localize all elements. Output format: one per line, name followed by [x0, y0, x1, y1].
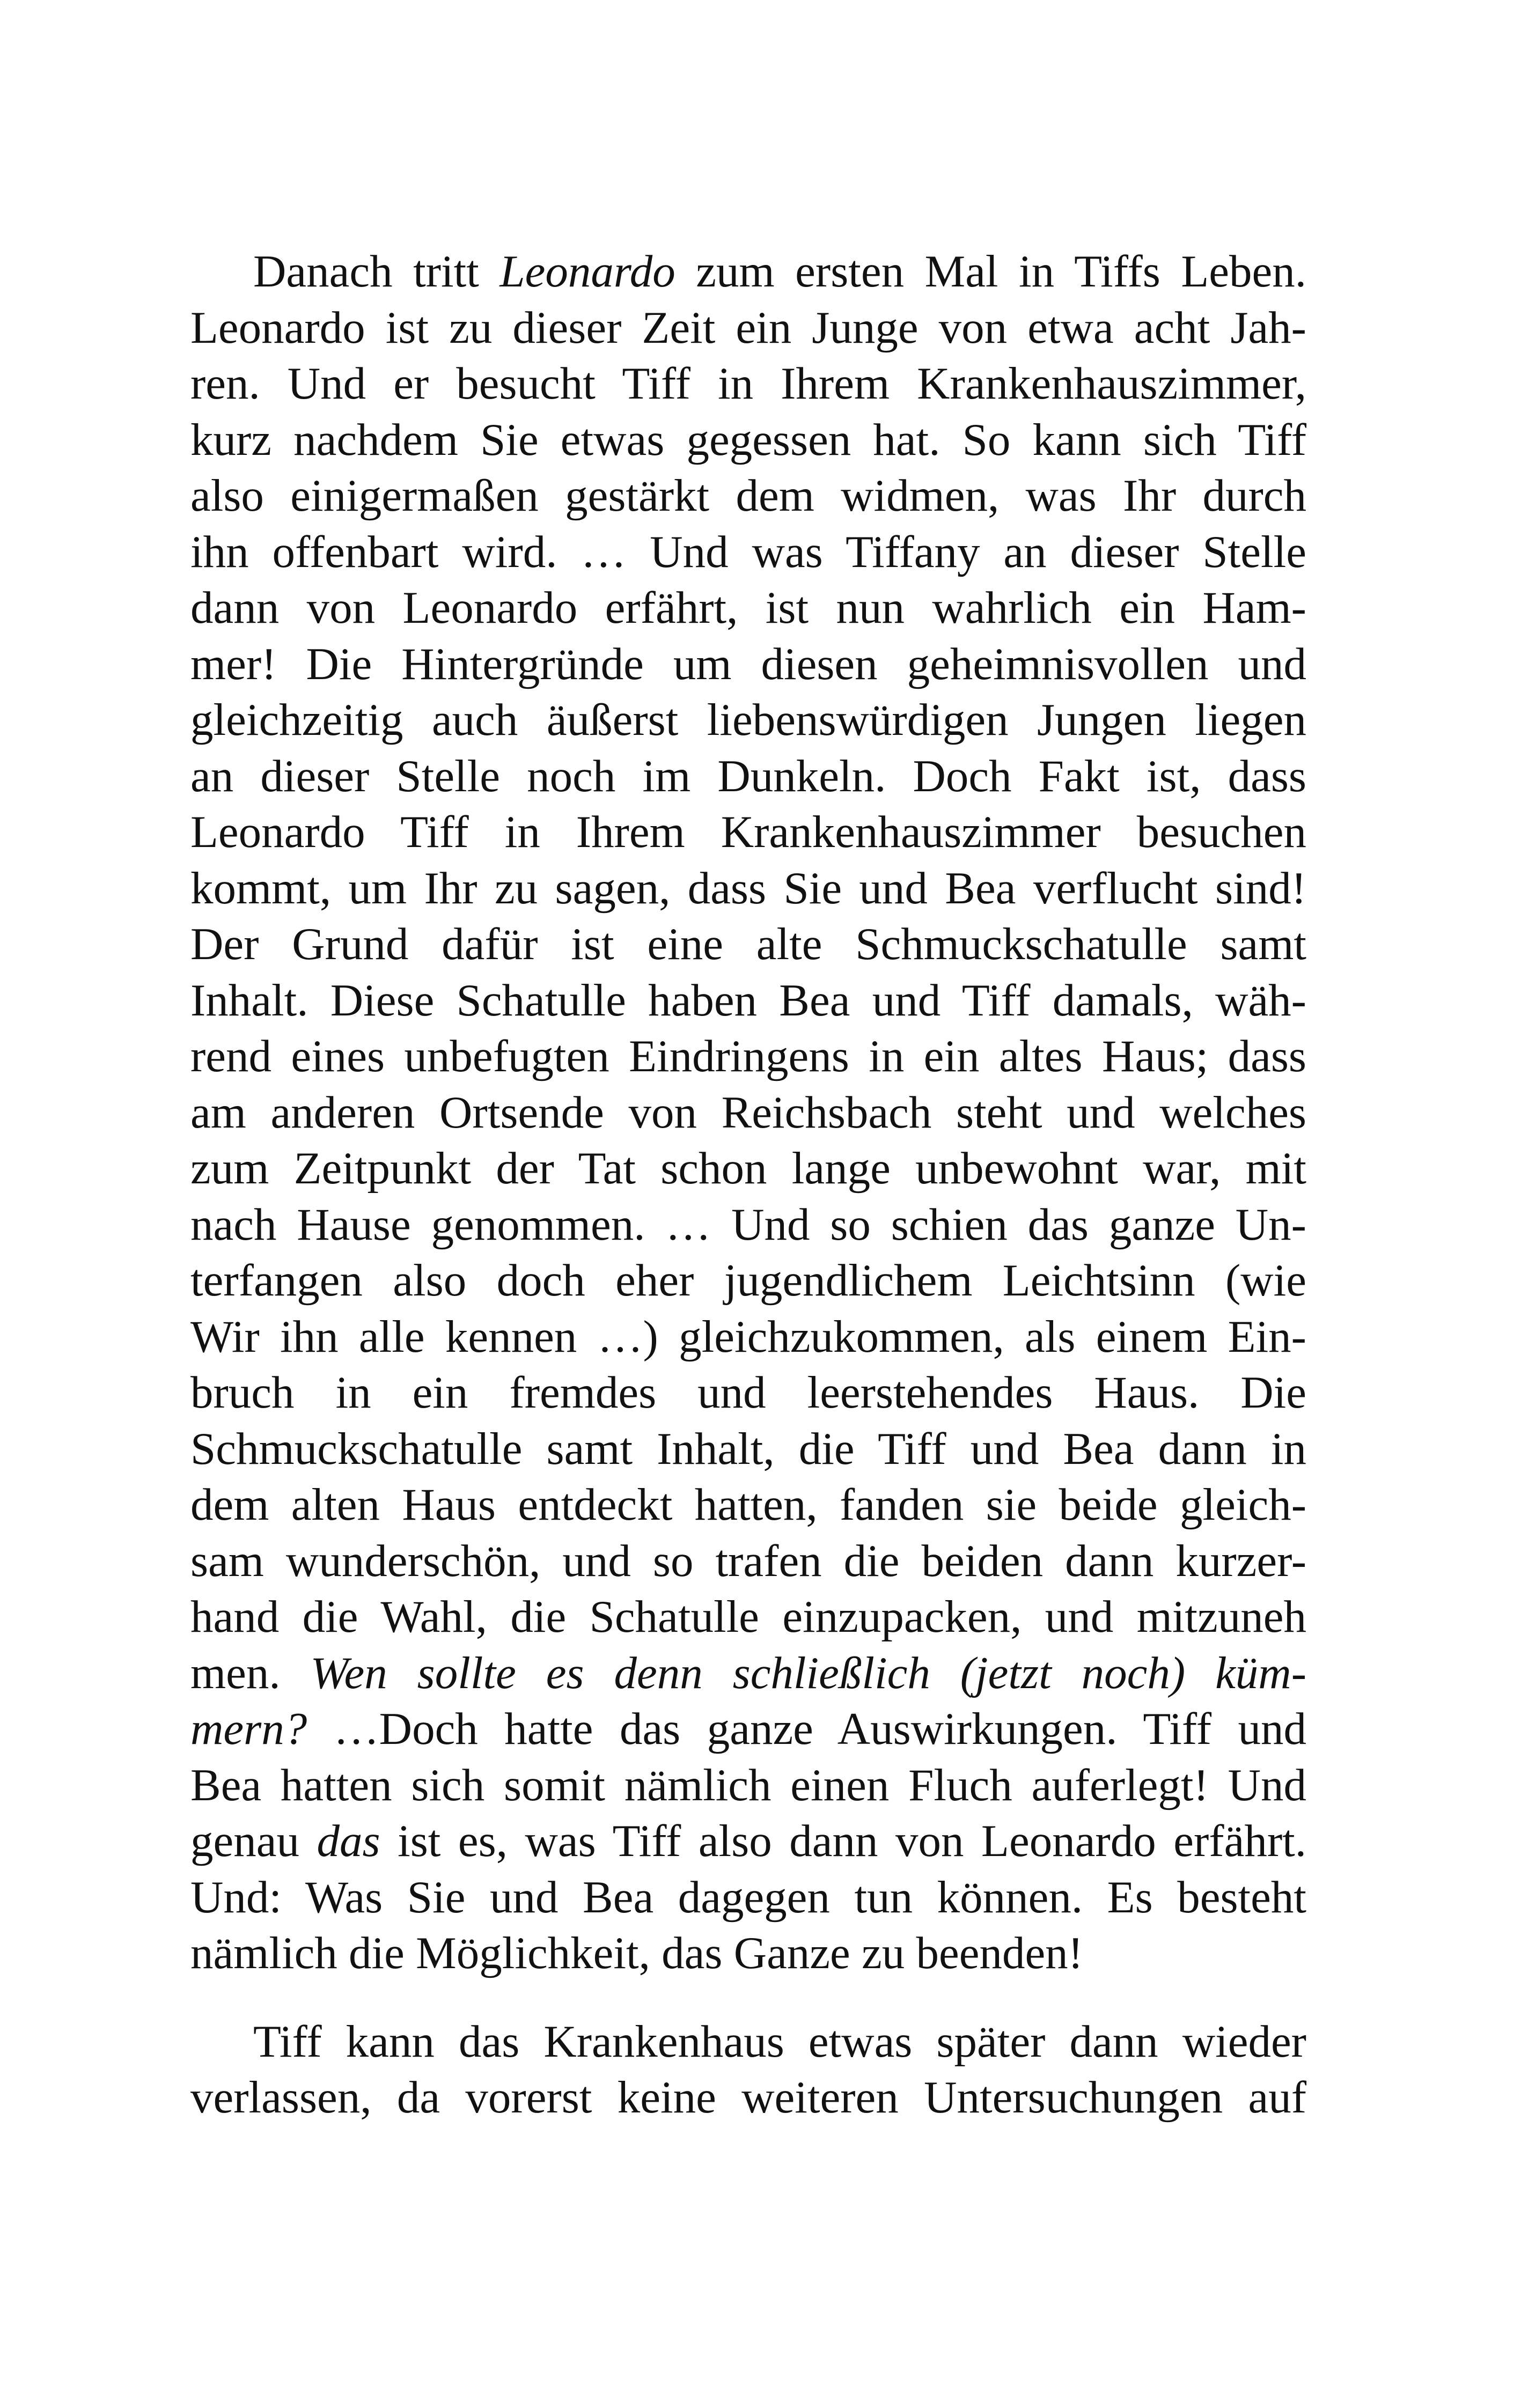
text-line: [190, 2014, 1306, 2070]
text-run: nämlich die Möglichkeit, das Ganze zu beenden!: [190, 1928, 1083, 1978]
text-run: ist es, was Tiff also dann von Leonardo erfährt.: [380, 1816, 1306, 1866]
italic-text: mern?: [190, 1704, 307, 1754]
text-run: Und: Was Sie und Bea dagegen tun können. Es besteht: [190, 1872, 1306, 1923]
text-line: [190, 1140, 1306, 1197]
paragraph-gap: [190, 1982, 1306, 2014]
text-run: kommt, um Ihr zu sagen, dass Sie und Bea verflucht sind!: [190, 863, 1306, 914]
text-line: [190, 300, 1306, 356]
text-line: [190, 1533, 1306, 1589]
text-line: [190, 1477, 1306, 1533]
text-run: Bea hatten sich somit nämlich einen Fluch auferlegt! Und: [190, 1759, 1306, 1810]
text-run: Inhalt. Diese Schatulle haben Bea und Tiff damals, wäh-: [190, 975, 1306, 1026]
text-line: [190, 2070, 1306, 2126]
text-run: mer! Die Hintergründe um diesen geheimnisvollen und: [190, 638, 1306, 689]
text-line: [190, 1421, 1306, 1477]
text-run: zum Zeitpunkt der Tat schon lange unbewohnt war, mit: [190, 1143, 1306, 1194]
text-run: also einigermaßen gestärkt dem widmen, was Ihr durch: [190, 470, 1306, 521]
text-run: terfangen also doch eher jugendlichem Leichtsinn (wie: [190, 1255, 1306, 1306]
text-run: nach Hause genommen. … Und so schien das ganze Un-: [190, 1199, 1306, 1250]
text-line: [190, 468, 1306, 524]
text-run: Leonardo Tiff in Ihrem Krankenhauszimmer besuchen: [190, 807, 1306, 857]
text-line: [190, 244, 1306, 300]
text-line: [190, 580, 1306, 636]
text-run: Wir ihn alle kennen …) gleichzukommen, als einem Ein-: [190, 1311, 1306, 1362]
text-line: [190, 804, 1306, 860]
text-line: [190, 1085, 1306, 1141]
text-line: [190, 1757, 1306, 1814]
text-line: [190, 636, 1306, 693]
text-line: [190, 412, 1306, 468]
text-line: [190, 748, 1306, 805]
text-line: [190, 1309, 1306, 1365]
text-line: [190, 524, 1306, 580]
text-line: [190, 973, 1306, 1029]
paragraph: [190, 2014, 1306, 2126]
text-run: am anderen Ortsende von Reichsbach steht und welches: [190, 1087, 1306, 1138]
text-run: dem alten Haus entdeckt hatten, fanden sie beide gleich-: [190, 1479, 1306, 1530]
text-run: Der Grund dafür ist eine alte Schmuckschatulle samt: [190, 919, 1306, 969]
text-run: ihn offenbart wird. … Und was Tiffany an dieser Stelle: [190, 526, 1306, 577]
text-run: genau: [190, 1816, 317, 1866]
paragraph: [190, 244, 1306, 1982]
italic-text: das: [317, 1816, 380, 1866]
text-line: [190, 1197, 1306, 1253]
text-run: zum ersten Mal in Tiffs Leben.: [675, 246, 1306, 297]
text-line: [190, 1645, 1306, 1702]
text-line: [190, 1925, 1306, 1982]
italic-text: Wen sollte es denn schließlich (jetzt noch) küm-: [310, 1647, 1307, 1698]
text-line: [190, 1253, 1306, 1309]
text-line: [190, 1589, 1306, 1645]
text-run: …Doch hatte das ganze Auswirkungen. Tiff und: [307, 1704, 1306, 1754]
text-line: [190, 1869, 1306, 1926]
text-run: Leonardo ist zu dieser Zeit ein Junge von etwa acht Jah-: [190, 302, 1306, 353]
text-run: ren. Und er besucht Tiff in Ihrem Krankenhauszimmer,: [190, 358, 1306, 409]
text-run: hand die Wahl, die Schatulle einzupacken, und mitzuneh: [190, 1592, 1306, 1642]
text-run: dann von Leonardo erfährt, ist nun wahrlich ein Ham-: [190, 583, 1306, 633]
text-line: [190, 916, 1306, 973]
body-text: [190, 244, 1306, 2126]
text-run: Danach tritt: [253, 246, 500, 297]
text-line: [190, 692, 1306, 748]
text-run: sam wunderschön, und so trafen die beiden dann kurzer-: [190, 1535, 1306, 1586]
text-run: rend eines unbefugten Eindringens in ein altes Haus; dass: [190, 1031, 1306, 1081]
text-run: kurz nachdem Sie etwas gegessen hat. So kann sich Tiff: [190, 414, 1306, 465]
text-line: [190, 356, 1306, 412]
text-line: [190, 1701, 1306, 1757]
text-line: [190, 1813, 1306, 1869]
text-run: gleichzeitig auch äußerst liebenswürdigen Jungen liegen: [190, 695, 1306, 745]
text-line: [190, 1028, 1306, 1085]
text-run: Tiff kann das Krankenhaus etwas später dann wieder: [253, 2016, 1306, 2067]
italic-text: Leonardo: [499, 246, 675, 297]
text-run: verlassen, da vorerst keine weiteren Untersuchungen auf: [190, 2072, 1306, 2123]
text-run: an dieser Stelle noch im Dunkeln. Doch Fakt ist, dass: [190, 750, 1306, 801]
text-run: Schmuckschatulle samt Inhalt, die Tiff und Bea dann in: [190, 1423, 1306, 1474]
text-line: [190, 1365, 1306, 1421]
text-run: bruch in ein fremdes und leerstehendes Haus. Die: [190, 1367, 1306, 1418]
text-run: men.: [190, 1647, 311, 1698]
text-line: [190, 860, 1306, 917]
